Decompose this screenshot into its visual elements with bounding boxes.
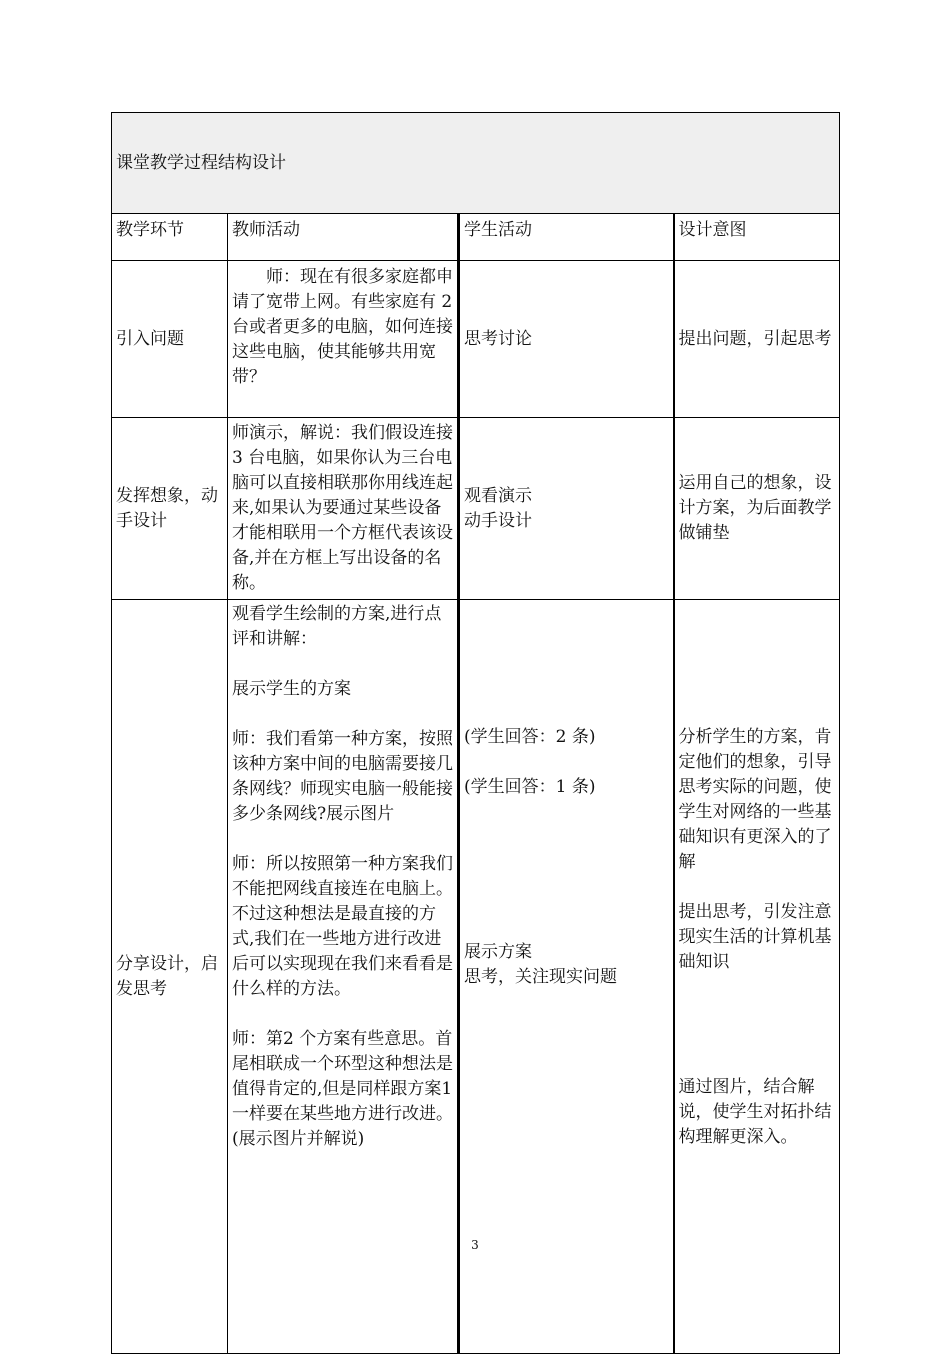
intent-2: 提出思考，引发注意现实生活的计算机基础知识 [678,902,832,972]
cell-student: 思考讨论 [459,261,674,418]
cell-teacher: 师演示，解说：我们假设连接 3 台电脑，如果你认为三台电脑可以直接相联那你用线连起来,如果认为要通过某些设备才能相联用一个方框代表该设备,并在方框上写出设备的名称。 [228,418,459,600]
page-number: 3 [471,1238,479,1252]
header-intent: 设计意图 [674,214,840,261]
table-row [112,418,840,600]
table-row [112,261,840,418]
cell-teacher: 观看学生绘制的方案,进行点评和讲解： 展示学生的方案 师：我们看第一种方案，按照该种方案中间的电脑需要接几条网线？师现实电脑一般能接多少条网线?展示图片 师：所以按照第一种方案我们不能把网线直接连在电脑上。不过这种想法是最直接的方式,我们在一些地方进行改进后可以实现现在我们来看看是什么样的方法。 师：第2 个方案有些意思。首尾相联成一个环型这种想法是值得肯定的,但是同样跟方案1 一样要在某些地方进行改进。(展示图片并解说) [228,600,459,1354]
cell-phase: 发挥想象，动手设计 [112,418,228,600]
cell-student: 观看演示 动手设计 [459,418,674,600]
header-student: 学生活动 [459,214,674,261]
cell-intent: 运用自己的想象，设计方案，为后面教学做铺垫 [674,418,840,600]
intent-1: 分析学生的方案，肯定他们的想象，引导思考实际的问题，使学生对网络的一些基础知识有更深入的了解 [678,727,832,872]
cell-intent: 提出问题，引起思考 [674,261,840,418]
cell-phase: 分享设计，启发思考 [112,600,228,1354]
student-activity-3: 展示方案 思考，关注现实问题 [464,942,617,987]
intent-3: 通过图片，结合解说，使学生对拓扑结构理解更深入。 [678,1077,832,1147]
student-answer-1: (学生回答：2 条) [464,727,596,747]
table-title: 课堂教学过程结构设计 [112,113,840,214]
header-teacher: 教师活动 [228,214,459,261]
student-answer-2: (学生回答：1 条) [464,777,596,797]
header-row [112,214,840,261]
cell-phase: 引入问题 [112,261,228,418]
lesson-structure-table [111,112,840,1354]
header-phase: 教学环节 [112,214,228,261]
cell-teacher: 师：现在有很多家庭都申请了宽带上网。有些家庭有 2 台或者更多的电脑，如何连接这些电脑，使其能够共用宽带？ [228,261,459,418]
